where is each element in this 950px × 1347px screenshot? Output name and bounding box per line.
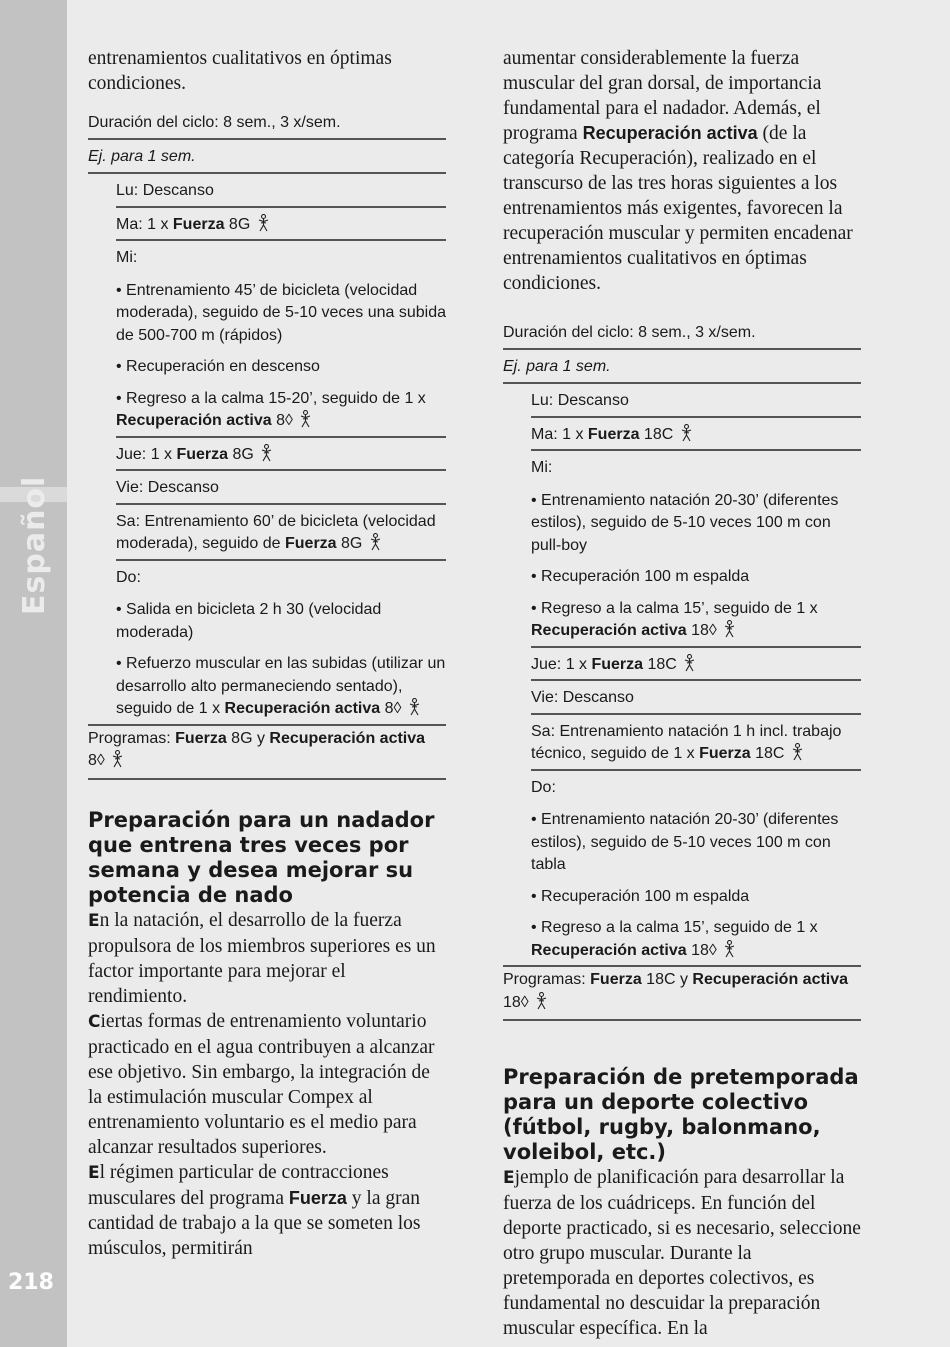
schedule bbox=[116, 174, 446, 724]
section-heading-team-sport: Preparación de pretemporada para un deporte colectivo (fútbol, rugby, balonmano, voleibol, etc.) bbox=[503, 1065, 859, 1164]
person-icon bbox=[680, 424, 693, 442]
sunday-bullet-1: • Entrenamiento natación 20-30’ (diferentes estilos), seguido de 5-10 veces 100 m con tabla bbox=[531, 811, 839, 873]
cycle-duration: Duración del ciclo: 8 sem., 3 x/sem. bbox=[503, 318, 861, 350]
programs-summary: Programas: Fuerza 18C y Recuperación activa 18◊ bbox=[503, 965, 861, 1021]
wednesday-bullet-1: • Entrenamiento 45’ de bicicleta (velocidad moderada), seguido de 5-10 veces una subida de 500-700 m (rápidos) bbox=[116, 281, 446, 344]
day-sunday: Do: bbox=[116, 568, 141, 586]
day-monday: Lu: Descanso bbox=[531, 384, 861, 418]
cycle-duration: Duración del ciclo: 8 sem., 3 x/sem. bbox=[88, 108, 446, 140]
day-thursday: Jue: 1 x Fuerza 8G bbox=[116, 438, 446, 472]
left-column bbox=[88, 46, 446, 1261]
paragraph-1: En la natación, el desarrollo de la fuerza propulsora de los miembros superiores es un factor importante para mejorar el rendimiento. bbox=[88, 909, 436, 1007]
day-tuesday: Ma: 1 x Fuerza 8G bbox=[116, 208, 446, 242]
day-wednesday: Mi: bbox=[531, 459, 553, 476]
paragraph-2: Ciertas formas de entrenamiento voluntario practicado en el agua contribuyen a alcanzar ese objetivo. Sin embargo, la integración de la estimulación muscular Compex al entrenamiento voluntario es el medio para alcanzar resultados superiores. bbox=[88, 1010, 435, 1158]
day-friday: Vie: Descanso bbox=[116, 471, 446, 505]
wednesday-bullet-3: • Regreso a la calma 15-20’, seguido de 1 x Recuperación activa 8◊ bbox=[116, 381, 446, 438]
left-intro: entrenamientos cualitativos en óptimas condiciones. bbox=[88, 48, 392, 94]
person-icon bbox=[369, 533, 382, 551]
page-number: 218 bbox=[8, 1270, 54, 1295]
right-intro: aumentar considerablemente la fuerza muscular del gran dorsal, de importancia fundamental para el nadador. Además, el programa Recuperación activa (de la categoría Recuperación), realizado en el transcurso de las tres horas siguientes a los entrenamientos más exigentes, favorecen la recuperación muscular y permiten encadenar entrenamientos cualitativos en óptimas condiciones. bbox=[503, 48, 853, 294]
programs-summary: Programas: Fuerza 8G y Recuperación activa 8◊ bbox=[88, 724, 446, 780]
person-icon bbox=[111, 750, 124, 768]
day-tuesday: Ma: 1 x Fuerza 18C bbox=[531, 418, 861, 452]
schedule bbox=[531, 384, 861, 965]
language-label: Español bbox=[17, 475, 52, 615]
section-heading-swimmer: Preparación para un nadador que entrena tres veces por semana y desea mejorar su potencia de nado bbox=[88, 807, 435, 907]
day-sunday: Do: bbox=[531, 778, 556, 796]
right-column bbox=[503, 46, 861, 1341]
person-icon bbox=[683, 654, 696, 672]
day-wednesday: Mi: bbox=[116, 249, 138, 266]
wednesday-bullet-2: • Recuperación 100 m espalda bbox=[531, 568, 750, 585]
sidebar bbox=[0, 0, 67, 1347]
person-icon bbox=[260, 444, 273, 462]
sunday-bullet-3: • Regreso a la calma 15’, seguido de 1 x Recuperación activa 18◊ bbox=[531, 919, 818, 959]
person-icon bbox=[535, 992, 548, 1010]
person-icon bbox=[257, 214, 270, 232]
paragraph-1: Ejemplo de planificación para desarrollar la fuerza de los cuádriceps. En función del deporte practicado, si es necesario, seleccione otro grupo muscular. Durante la pretemporada en deportes colectivos, es fundamental no descuidar la preparación muscular específica. En la bbox=[503, 1167, 861, 1339]
person-icon bbox=[791, 743, 804, 761]
week-example: Ej. para 1 sem. bbox=[503, 350, 861, 385]
day-saturday: Sa: Entrenamiento natación 1 h incl. trabajo técnico, seguido de 1 x Fuerza 18C bbox=[531, 715, 861, 771]
week-example: Ej. para 1 sem. bbox=[88, 140, 446, 175]
day-thursday: Jue: 1 x Fuerza 18C bbox=[531, 648, 861, 682]
person-icon bbox=[299, 410, 312, 428]
person-icon bbox=[723, 940, 736, 958]
person-icon bbox=[723, 620, 736, 638]
wednesday-bullet-3: • Regreso a la calma 15’, seguido de 1 x Recuperación activa 18◊ bbox=[531, 591, 861, 648]
wednesday-bullet-1: • Entrenamiento natación 20-30’ (diferentes estilos), seguido de 5-10 veces 100 m con pull-boy bbox=[531, 491, 839, 554]
day-monday: Lu: Descanso bbox=[116, 174, 446, 208]
sunday-bullet-1: • Salida en bicicleta 2 h 30 (velocidad moderada) bbox=[116, 601, 382, 641]
person-icon bbox=[408, 698, 421, 716]
day-saturday: Sa: Entrenamiento 60’ de bicicleta (velocidad moderada), seguido de Fuerza 8G bbox=[116, 505, 446, 561]
sunday-bullet-2: • Refuerzo muscular en las subidas (utilizar un desarrollo alto permaneciendo sentado), seguido de 1 x Recuperación activa 8◊ bbox=[116, 655, 446, 717]
paragraph-3: El régimen particular de contracciones musculares del programa Fuerza y la gran cantidad de trabajo a la que se someten los músculos, permitirán bbox=[88, 1161, 421, 1259]
sunday-bullet-2: • Recuperación 100 m espalda bbox=[531, 887, 750, 905]
day-friday: Vie: Descanso bbox=[531, 681, 861, 715]
wednesday-bullet-2: • Recuperación en descenso bbox=[116, 358, 320, 375]
